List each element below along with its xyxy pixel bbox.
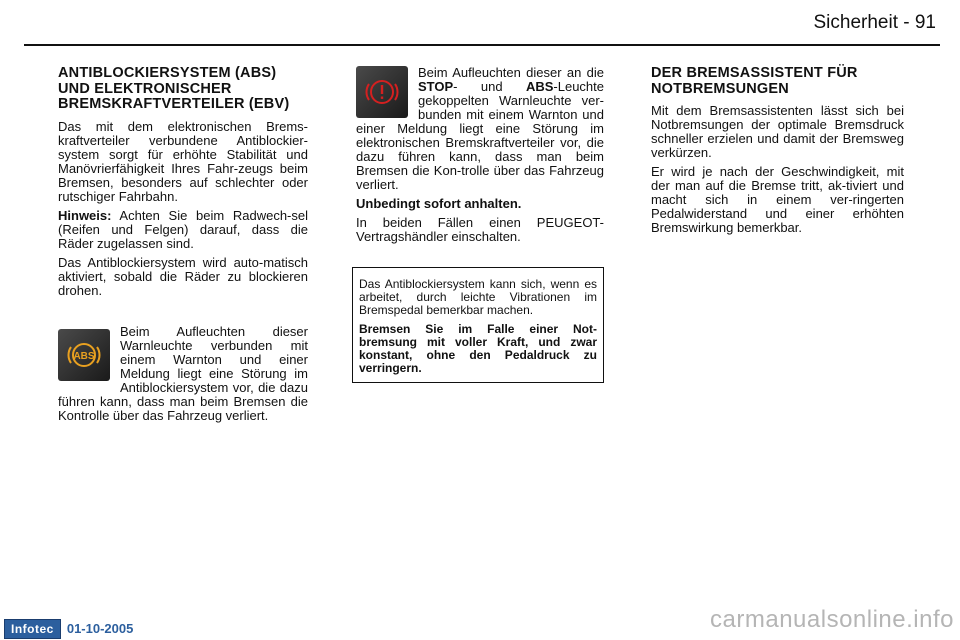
header-rule xyxy=(24,44,940,46)
paragraph: Beim Aufleuchten dieser Warnleuchte verbunden mit einem Warnton und einer Meldung liegt eine Störung im Antiblockiersystem vor, die dazu führen kann, dass man beim Bremsen die Kontrolle über das Fahrzeug verliert. xyxy=(58,323,308,423)
note-paragraph-bold: Bremsen Sie im Falle einer Not-bremsung mit voller Kraft, und zwar konstant, ohne den Pedaldruck zu verringern. xyxy=(359,322,597,375)
page-header: Sicherheit - 91 xyxy=(813,12,936,33)
section-heading-abs: ANTIBLOCKIERSYSTEM (ABS) UND ELEKTRONISCHER BREMSKRAFTVERTEILER (EBV) xyxy=(58,65,290,112)
paragraph: Beim Aufleuchten dieser an die STOP- und ABS-Leuchte gekoppelten Warnleuchte ver-bunden mit einem Warnton und einer Meldung liegt eine Störung im elektronischen Bremskraftverteiler vor, die dazu führen kann, dass man beim Bremsen die Kon-trolle über das Fahrzeug verliert. xyxy=(356,65,604,192)
hint-text: Achten Sie beim Radwech-sel (Reifen und Felgen) darauf, dass die Räder zugelassen sind. xyxy=(58,207,308,251)
note-paragraph: Das Antiblockiersystem kann sich, wenn es arbeitet, durch leichte Vibrationen im Bremspedal bemerkbar machen. xyxy=(359,277,597,317)
paragraph-stop-now: Unbedingt sofort anhalten. xyxy=(356,196,522,211)
watermark: carmanualsonline.info xyxy=(710,606,954,633)
paragraph: Das mit dem elektronischen Brems-kraftverteiler verbundene Antiblockier-system sorgt für erhöhte Stabilität und Manövrierfähigkeit Ihres Fahr-zeugs beim Bremsen, besonders auf schlechter oder rutschiger Fahrbahn. xyxy=(58,118,308,204)
section-heading-brake-assist: DER BREMSASSISTENT FÜR NOTBREMSUNGEN xyxy=(651,65,858,97)
hint-label: Hinweis: xyxy=(58,207,112,223)
infotec-logo: Infotec xyxy=(4,619,61,639)
paragraph: Das Antiblockiersystem wird auto-matisch aktiviert, sobald die Räder zu blockieren drohen. xyxy=(58,254,308,298)
paragraph: In beiden Fällen einen PEUGEOT-Vertragshändler einschalten. xyxy=(356,215,604,244)
column-ebv xyxy=(356,66,604,249)
note-box xyxy=(352,267,604,383)
paragraph-hint xyxy=(58,209,308,251)
brake-warning-icon xyxy=(356,66,408,118)
column-brake-assist xyxy=(651,66,904,240)
column-abs xyxy=(58,66,308,428)
abs-label: ABS xyxy=(525,79,554,94)
footer xyxy=(0,617,133,640)
abs-warning-icon xyxy=(58,329,110,381)
footer-date: 01-10-2005 xyxy=(66,621,134,636)
stop-label: STOP xyxy=(418,79,454,94)
paragraph: Er wird je nach der Geschwindigkeit, mit der man auf die Bremse tritt, ak-tiviert und macht sich in einem ver-ringerten Pedalwiderstand und einer erhöhten Bremswirkung bemerkbar. xyxy=(651,164,904,235)
paragraph: Mit dem Bremsassistenten lässt sich bei Notbremsungen der optimale Bremsdruck schneller erzielen und damit der Bremsweg verkürzen. xyxy=(651,103,904,160)
svg-text:ABS: ABS xyxy=(73,350,95,362)
